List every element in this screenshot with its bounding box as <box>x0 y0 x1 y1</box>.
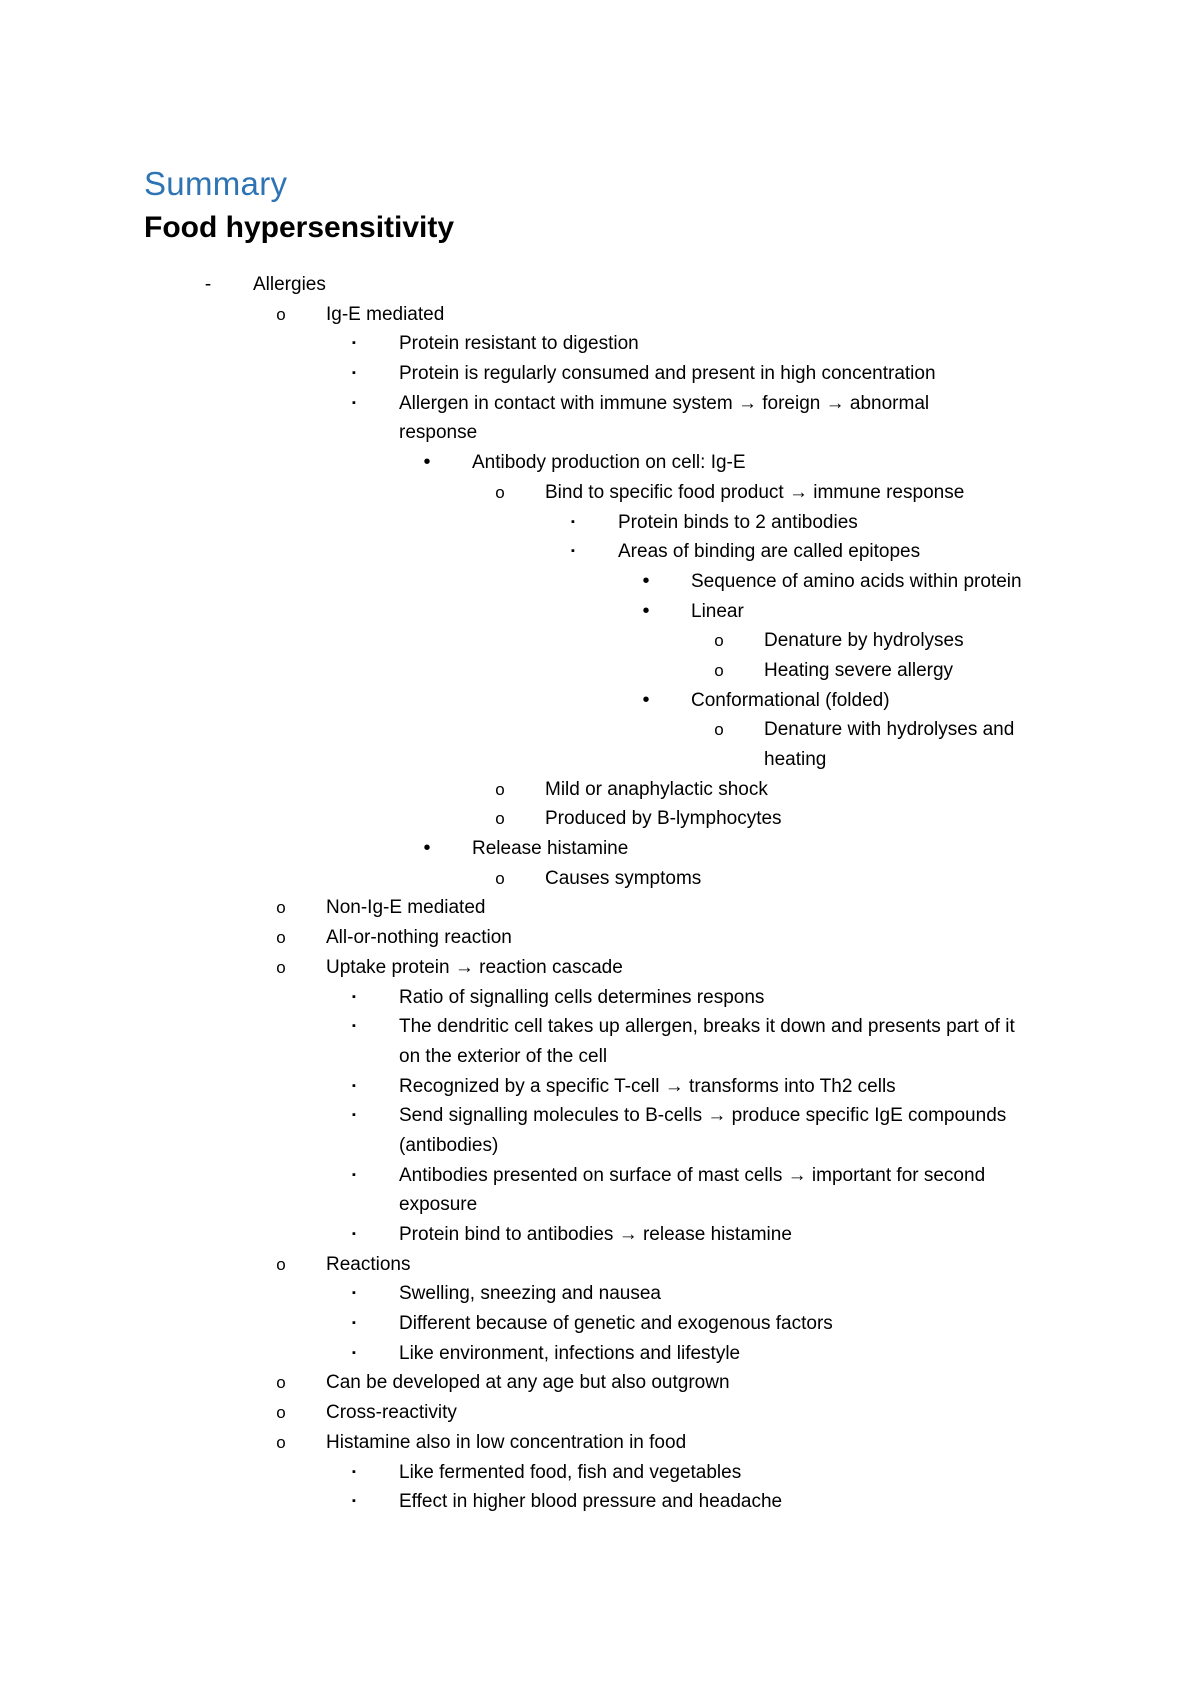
square-marker-icon: ▪ <box>352 1020 356 1033</box>
outline-item-text: Antibody production on cell: Ig-E <box>472 452 746 474</box>
outline-item <box>0 359 1200 389</box>
outline-item-text: Protein bind to antibodies → release histamine <box>399 1224 792 1245</box>
outline-item-text: Like environment, infections and lifestyle <box>399 1342 741 1364</box>
outline-item <box>0 1487 1200 1517</box>
outline-item <box>0 478 1200 508</box>
outline-item <box>0 1190 1200 1220</box>
circle-marker-icon: o <box>495 482 505 502</box>
outline-item <box>0 1458 1200 1488</box>
outline-item <box>0 418 1200 448</box>
outline-item <box>0 1042 1200 1072</box>
outline-item <box>0 1072 1200 1102</box>
circle-marker-icon: o <box>495 779 505 799</box>
outline-item-text: Denature by hydrolyses <box>764 630 964 652</box>
outline-item-text: Recognized by a specific T-cell → transforms into Th2 cells <box>399 1075 896 1097</box>
outline-item <box>0 1279 1200 1309</box>
outline-item <box>0 1012 1200 1042</box>
outline-item <box>0 1339 1200 1369</box>
outline-item <box>0 567 1200 597</box>
document-title: Summary <box>144 165 288 202</box>
square-marker-icon: ▪ <box>352 1228 356 1240</box>
outline-item-text: Bind to specific food product → immune response <box>545 481 965 503</box>
outline-item <box>0 537 1200 567</box>
outline-item-text: Areas of binding are called epitopes <box>618 541 921 563</box>
outline-item-text: Linear <box>691 600 744 622</box>
outline-item-text: Uptake protein → reaction cascade <box>326 956 623 978</box>
outline-item <box>0 1101 1200 1131</box>
outline-item-text: Allergies <box>253 274 326 295</box>
outline-item-text: Protein resistant to digestion <box>399 333 639 355</box>
square-marker-icon: ▪ <box>352 990 356 1003</box>
square-marker-icon: ▪ <box>352 1168 356 1181</box>
outline-item <box>0 329 1200 359</box>
outline-item-text: Release histamine <box>472 838 629 860</box>
outline-item-text: Different because of genetic and exogenous factors <box>399 1313 833 1335</box>
circle-marker-icon: o <box>276 928 286 948</box>
outline-item <box>0 1368 1200 1398</box>
outline-item <box>0 1398 1200 1428</box>
circle-marker-icon: o <box>495 809 505 829</box>
outline-item-text: The dendritic cell takes up allergen, breaks it down and presents part of it <box>399 1016 1015 1038</box>
outline-item-text: Sequence of amino acids within protein <box>691 570 1022 592</box>
outline-item <box>0 597 1200 627</box>
square-marker-icon: ▪ <box>352 1287 356 1300</box>
outline-item-text: Send signalling molecules to B-cells → produce specific IgE compounds <box>399 1105 1007 1127</box>
dash-marker-icon: - <box>204 274 212 295</box>
outline-item <box>0 864 1200 894</box>
outline-item-text: Like fermented food, fish and vegetables <box>399 1461 742 1483</box>
outline-item-text: on the exterior of the cell <box>399 1045 608 1067</box>
circle-marker-icon: o <box>276 957 286 977</box>
outline-item-text: Cross-reactivity <box>326 1402 457 1424</box>
square-marker-icon: ▪ <box>571 545 575 558</box>
outline-item <box>0 983 1200 1013</box>
outline-item <box>0 1250 1200 1280</box>
outline-item <box>0 686 1200 716</box>
circle-marker-icon: o <box>495 868 505 888</box>
bullet-marker-icon: • <box>423 451 431 474</box>
outline-item-text: Denature with hydrolyses and <box>764 719 1015 741</box>
outline-item-text: (antibodies) <box>399 1134 499 1156</box>
outline-item-text: Protein is regularly consumed and present in high concentration <box>399 363 936 385</box>
outline-item-text: Reactions <box>326 1253 411 1275</box>
outline-item <box>0 448 1200 478</box>
outline-item <box>0 1309 1200 1339</box>
outline-item <box>0 745 1200 775</box>
circle-marker-icon: o <box>276 1432 286 1452</box>
bullet-marker-icon: • <box>423 837 431 860</box>
square-marker-icon: ▪ <box>352 1465 356 1478</box>
outline-item-text: All-or-nothing reaction <box>326 927 512 949</box>
square-marker-icon: ▪ <box>352 396 356 409</box>
outline-item <box>0 834 1200 864</box>
outline-item-text: Non-Ig-E mediated <box>326 897 486 919</box>
outline-item-text: Ig-E mediated <box>326 303 445 325</box>
outline-item <box>0 953 1200 983</box>
circle-marker-icon: o <box>276 304 286 324</box>
outline-item-text: Mild or anaphylactic shock <box>545 778 768 800</box>
circle-marker-icon: o <box>276 1254 286 1274</box>
outline-item-text: Effect in higher blood pressure and headache <box>399 1491 783 1513</box>
outline-item <box>0 656 1200 686</box>
outline-item-text: exposure <box>399 1194 478 1216</box>
outline-item <box>0 300 1200 330</box>
square-marker-icon: ▪ <box>352 1495 356 1508</box>
circle-marker-icon: o <box>714 720 724 740</box>
circle-marker-icon: o <box>276 1373 286 1393</box>
outline-item <box>0 804 1200 834</box>
outline-item-text: Ratio of signalling cells determines respons <box>399 986 765 1008</box>
bullet-marker-icon: • <box>642 599 650 622</box>
circle-marker-icon: o <box>276 898 286 918</box>
outline-item <box>0 1131 1200 1161</box>
section-heading: Food hypersensitivity <box>144 211 455 244</box>
outline-item <box>0 626 1200 656</box>
outline-item <box>0 508 1200 538</box>
bullet-marker-icon: • <box>642 569 650 592</box>
outline-item <box>0 270 1200 300</box>
circle-marker-icon: o <box>714 631 724 651</box>
square-marker-icon: ▪ <box>352 1317 356 1330</box>
outline-item-text: response <box>399 422 478 444</box>
square-marker-icon: ▪ <box>352 337 356 350</box>
outline-item <box>0 893 1200 923</box>
outline-item-text: Heating severe allergy <box>764 659 954 681</box>
square-marker-icon: ▪ <box>352 1109 356 1122</box>
outline-item <box>0 715 1200 745</box>
outline-item <box>0 1220 1200 1250</box>
outline-item-text: Antibodies presented on surface of mast cells → important for second <box>399 1164 986 1186</box>
outline-item-text: Causes symptoms <box>545 867 702 889</box>
square-marker-icon: ▪ <box>352 367 356 380</box>
outline-item <box>0 1428 1200 1458</box>
square-marker-icon: ▪ <box>352 1346 356 1359</box>
outline-item-text: Conformational (folded) <box>691 689 890 711</box>
square-marker-icon: ▪ <box>352 1079 356 1092</box>
outline-item-text: Swelling, sneezing and nausea <box>399 1283 661 1305</box>
outline-item <box>0 389 1200 419</box>
bullet-marker-icon: • <box>642 688 650 711</box>
outline-item-text: Produced by B-lymphocytes <box>545 808 782 830</box>
outline-item-text: Histamine also in low concentration in food <box>326 1431 687 1453</box>
outline-item-text: Protein binds to 2 antibodies <box>618 511 858 533</box>
outline-item-text: Can be developed at any age but also outgrown <box>326 1372 730 1394</box>
square-marker-icon: ▪ <box>571 515 575 528</box>
outline-item <box>0 775 1200 805</box>
outline-list <box>0 270 1200 1517</box>
outline-item <box>0 923 1200 953</box>
outline-item-text: heating <box>764 749 827 770</box>
circle-marker-icon: o <box>276 1403 286 1423</box>
outline-item-text: Allergen in contact with immune system → foreign → abnormal <box>399 392 930 414</box>
outline-item <box>0 1161 1200 1191</box>
circle-marker-icon: o <box>714 660 724 680</box>
